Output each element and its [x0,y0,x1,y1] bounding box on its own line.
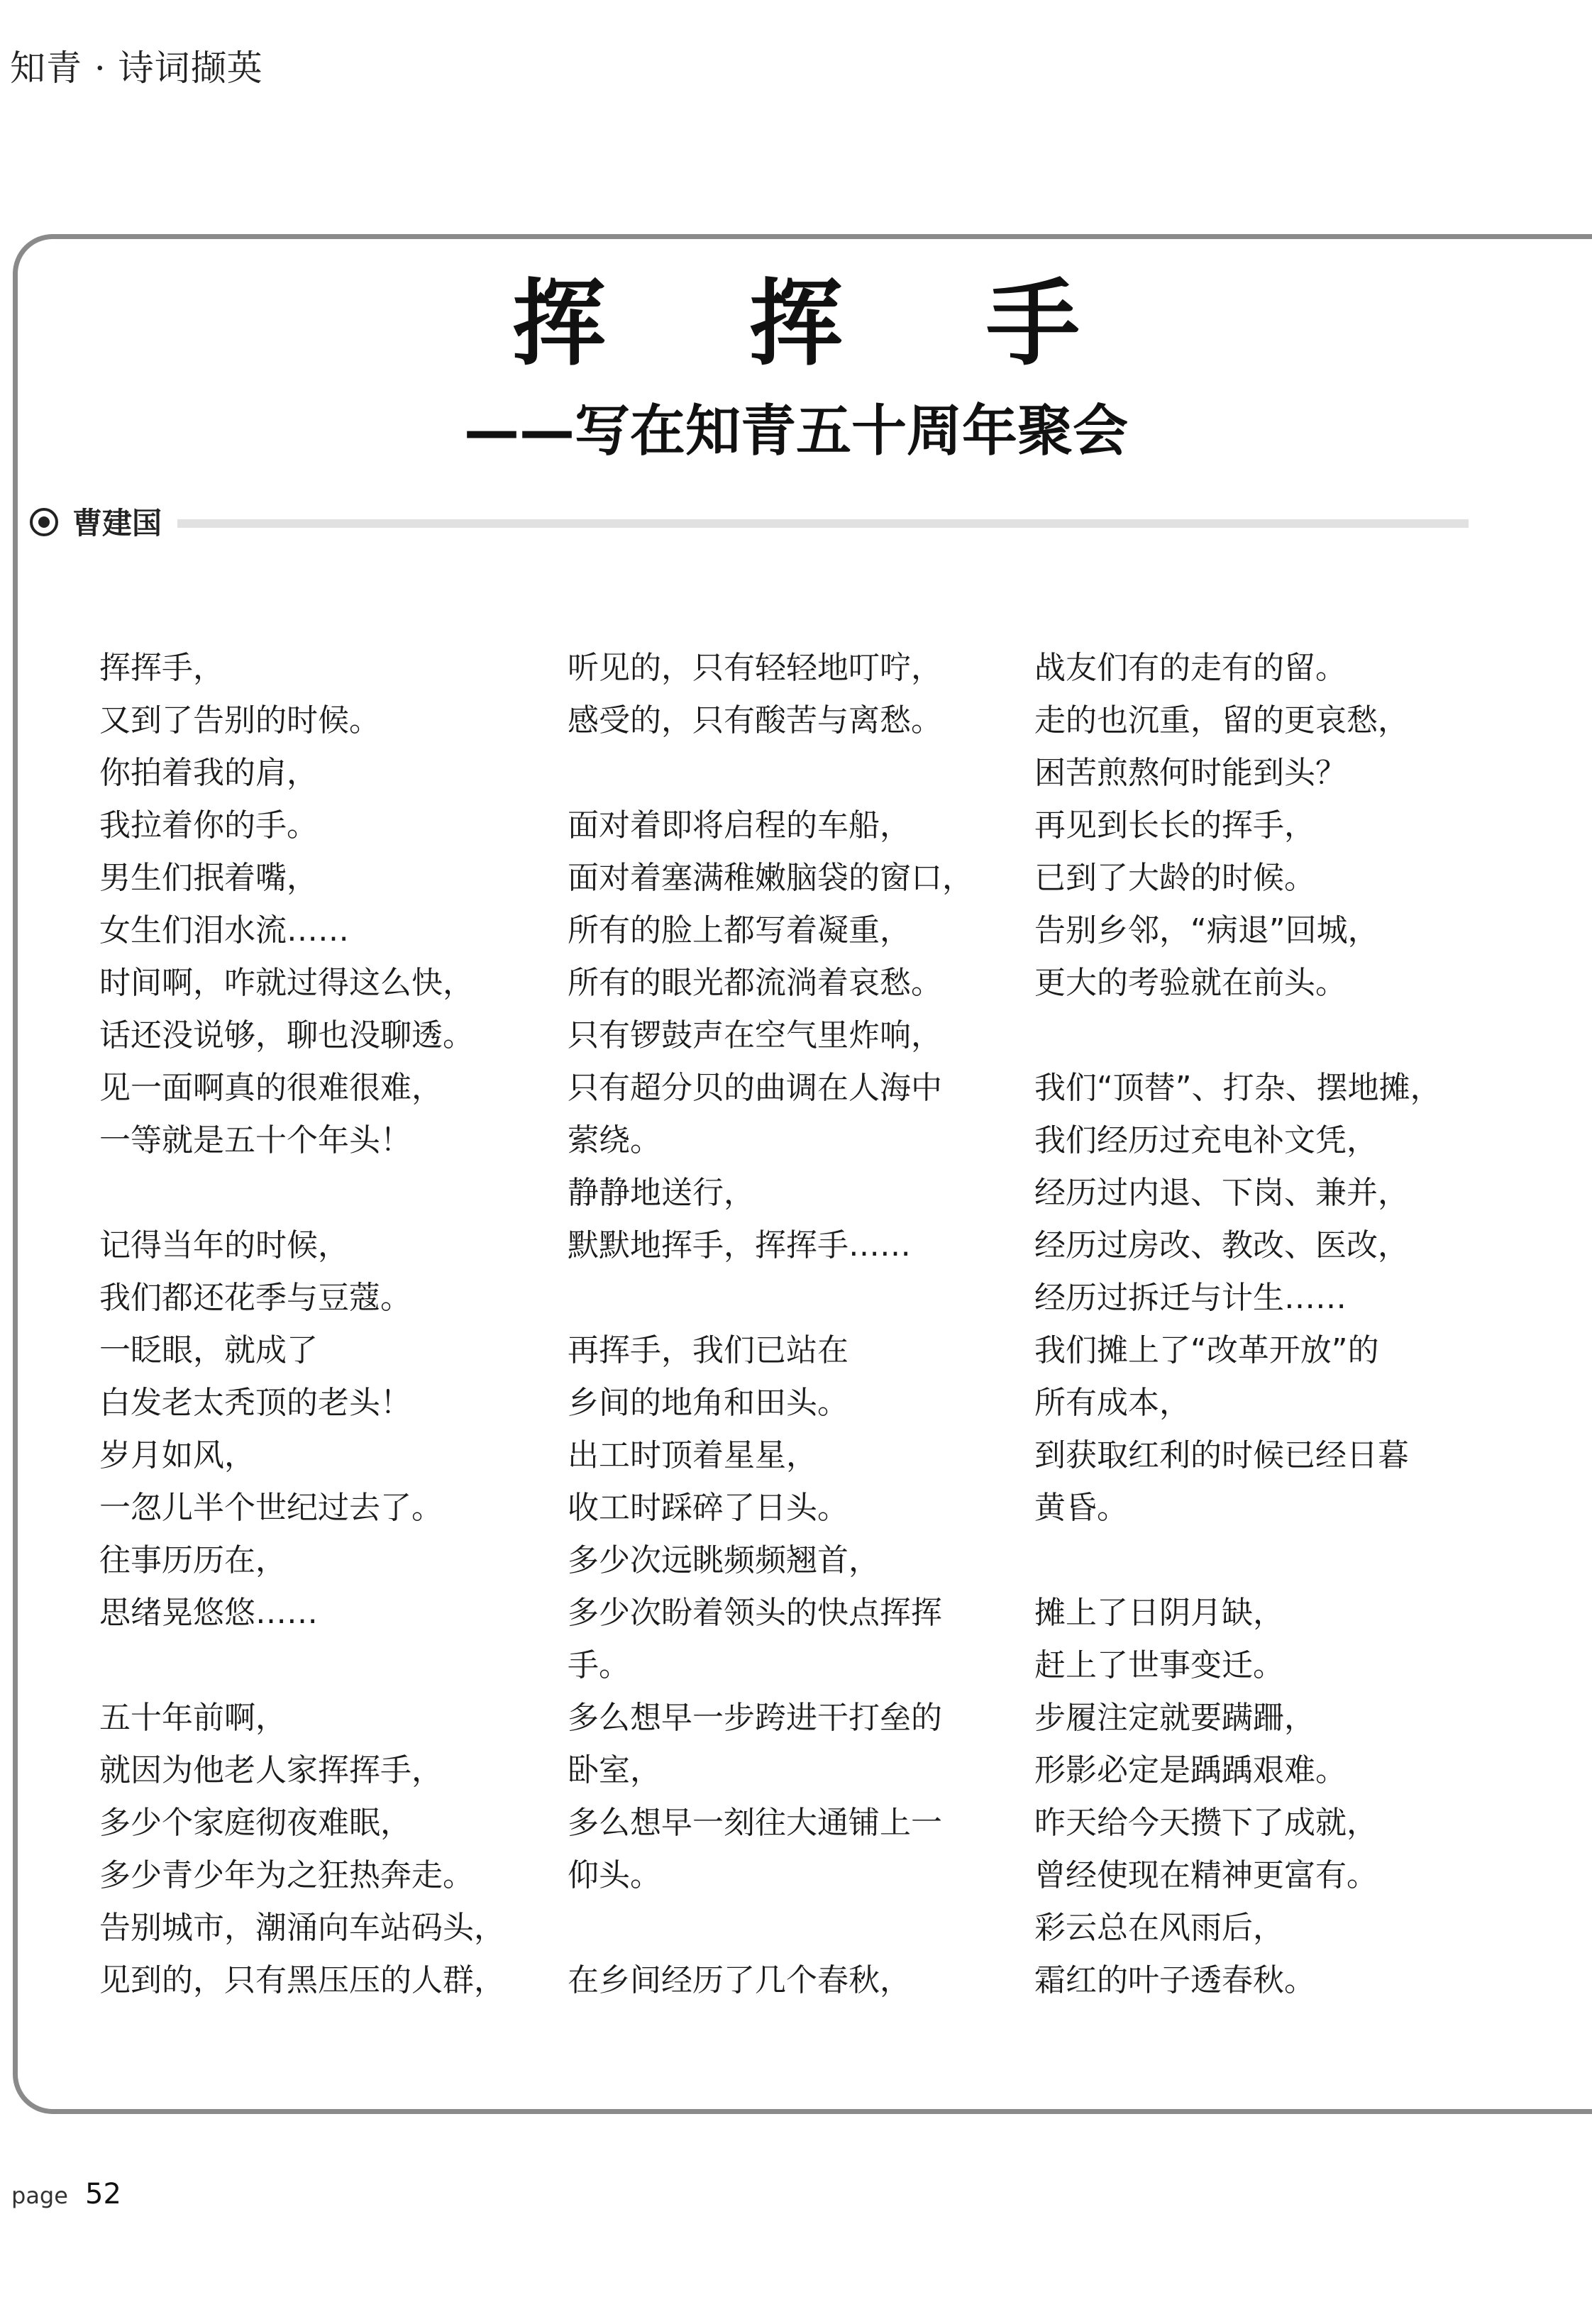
poem-line: 多少青少年为之狂热奔走。 [99,1857,474,1893]
poem-line: 到获取红利的时候已经日暮 [1034,1437,1409,1473]
poem-line: 在乡间经历了几个春秋， [568,1962,911,1998]
poem-line: 多少个家庭彻夜难眠， [99,1805,411,1841]
poem-line: 所有成本， [1034,1385,1190,1421]
poem-line: 已到了大龄的时候。 [1034,860,1315,896]
poem-line: 多少次盼着领头的快点挥挥 [568,1595,942,1631]
poem-line: 出工时顶着星星， [568,1437,817,1473]
stanza-break [568,747,1050,799]
poem-line: 又到了告别的时候。 [99,702,380,738]
poem-line: 所有的脸上都写着凝重， [568,912,911,948]
poem-line: 只有超分贝的曲调在人海中 [568,1070,942,1106]
poem-column-3 [1034,642,1517,2007]
stanza-break [99,1167,582,1219]
author-name: 曹建国 [72,506,162,541]
author-bullet-icon [30,508,58,536]
poem-line: 困苦煎熬何时能到头？ [1034,755,1347,791]
stanza-break [99,1639,582,1692]
section-header: 知青 · 诗词撷英 [10,48,263,89]
poem-line: 摊上了日阴月缺， [1034,1595,1284,1631]
poem-line: 所有的眼光都流淌着哀愁。 [568,965,942,1001]
poem-line: 白发老太秃顶的老头！ [99,1385,411,1421]
poem-line: 我们“顶替”、打杂、摆地摊， [1034,1070,1442,1106]
poem-column-2 [568,642,1050,2007]
poem-line: 仰头。 [568,1857,661,1893]
poem-title: 挥 挥 手 [512,270,1135,379]
poem-line: 多么想早一刻往大通铺上一 [568,1805,942,1841]
poem-line: 多少次远眺频频翘首， [568,1542,880,1578]
poem-line: 经历过内退、下岗、兼并， [1034,1175,1409,1211]
poem-line: 往事历历在， [99,1542,287,1578]
poem-line: 黄昏。 [1034,1490,1128,1526]
poem-line: 收工时踩碎了日头。 [568,1490,848,1526]
author-divider [177,519,1469,528]
poem-line: 经历过房改、教改、医改， [1034,1227,1409,1263]
poem-line: 走的也沉重，留的更哀愁， [1034,702,1409,738]
poem-line: 话还没说够，聊也没聊透。 [99,1017,474,1053]
poem-subtitle: ——写在知青五十周年聚会 [463,399,1128,463]
poem-line: 就因为他老人家挥挥手， [99,1752,443,1788]
poem-line: 我们都还花季与豆蔻。 [99,1280,411,1316]
poem-line: 更大的考验就在前头。 [1034,965,1347,1001]
poem-line: 卧室， [568,1752,661,1788]
poem-line: 一忽儿半个世纪过去了。 [99,1490,443,1526]
poem-line: 曾经使现在精神更富有。 [1034,1857,1378,1893]
poem-line: 五十年前啊， [99,1700,287,1736]
poem-line: 霜红的叶子透春秋。 [1034,1962,1315,1998]
poem-line: 经历过拆迁与计生…… [1034,1280,1347,1316]
poem-line: 岁月如风， [99,1437,255,1473]
poem-line: 彩云总在风雨后， [1034,1910,1284,1946]
poem-line: 萦绕。 [568,1122,661,1158]
poem-line: 记得当年的时候， [99,1227,349,1263]
poem-line: 昨天给今天攒下了成就， [1034,1805,1378,1841]
poem-line: 告别城市，潮涌向车站码头， [99,1910,505,1946]
page-number: 52 [85,2178,121,2210]
page-label: page [11,2182,68,2209]
poem-line: 感受的，只有酸苦与离愁。 [568,702,942,738]
poem-line: 听见的，只有轻轻地叮咛， [568,650,942,686]
poem-line: 静静地送行， [568,1175,755,1211]
poem-line: 面对着即将启程的车船， [568,807,911,843]
stanza-break [568,1272,1050,1324]
poem-line: 再挥手，我们已站在 [568,1332,848,1368]
poem-line: 一眨眼，就成了 [99,1332,318,1368]
poem-line: 见一面啊真的很难很难， [99,1070,443,1106]
poem-line: 多么想早一步跨进干打垒的 [568,1700,942,1736]
poem-line: 你拍着我的肩， [99,755,318,791]
poem-line: 面对着塞满稚嫩脑袋的窗口， [568,860,973,896]
stanza-break [1034,1009,1517,1062]
poem-line: 告别乡邻，“病退”回城， [1034,912,1379,948]
poem-line: 一等就是五十个年头！ [99,1122,411,1158]
poem-line: 挥挥手， [99,650,224,686]
poem-line: 形影必定是踽踽艰难。 [1034,1752,1347,1788]
poem-line: 步履注定就要蹒跚， [1034,1700,1315,1736]
poem-line: 乡间的地角和田头。 [568,1385,848,1421]
stanza-break [568,1902,1050,1954]
poem-line: 战友们有的走有的留。 [1034,650,1347,686]
poem-line: 手。 [568,1647,630,1683]
poem-line: 我拉着你的手。 [99,807,318,843]
poem-column-1 [99,642,582,2007]
stanza-break [1034,1534,1517,1587]
poem-line: 默默地挥手，挥挥手…… [568,1227,911,1263]
poem-line: 只有锣鼓声在空气里炸响， [568,1017,942,1053]
poem-line: 再见到长长的挥手， [1034,807,1315,843]
poem-line: 男生们抿着嘴， [99,860,318,896]
poem-line: 时间啊，咋就过得这么快， [99,965,474,1001]
poem-line: 赶上了世事变迁。 [1034,1647,1284,1683]
poem-line: 见到的，只有黑压压的人群， [99,1962,505,1998]
poem-line: 思绪晃悠悠…… [99,1595,318,1631]
poem-line: 我们摊上了“改革开放”的 [1034,1332,1379,1368]
poem-line: 我们经历过充电补文凭， [1034,1122,1378,1158]
poem-line: 女生们泪水流…… [99,912,349,948]
